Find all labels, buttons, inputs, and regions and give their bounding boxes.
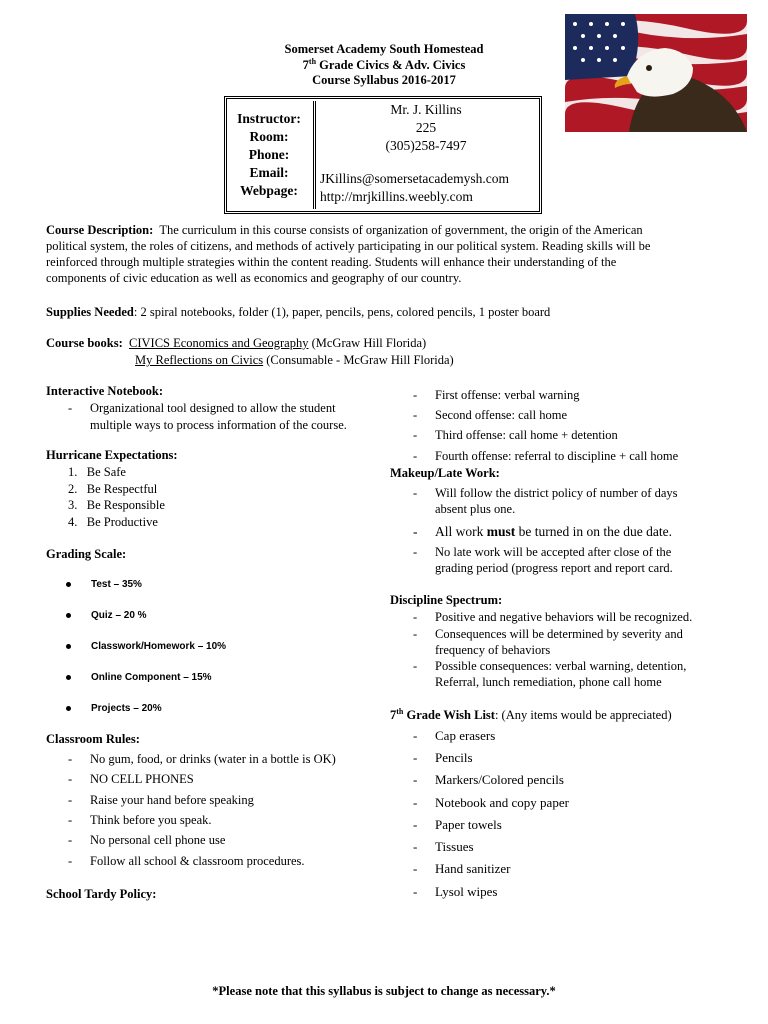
hurricane-item: 4. Be Productive	[68, 515, 158, 529]
phone-label: Phone:	[248, 147, 290, 162]
bullet-icon	[66, 582, 71, 587]
wishlist-item: - Notebook and copy paper	[435, 795, 569, 811]
discipline-item-3: - Possible consequences: verbal warning, detention,	[435, 659, 686, 674]
room-label: Room:	[249, 129, 289, 144]
discipline-item-2: - Consequences will be determined by severity and	[435, 627, 683, 642]
bullet-icon	[66, 644, 71, 649]
makeup-item-1-cont: absent plus one.	[435, 502, 516, 516]
bullet-icon	[66, 675, 71, 680]
notebook-item-line1: - Organizational tool designed to allow the student	[90, 401, 336, 416]
email-value[interactable]: JKillins@somersetacademysh.com	[320, 171, 510, 186]
wishlist-item: - Hand sanitizer	[435, 861, 510, 877]
course-description-label: Course Description:	[46, 223, 154, 237]
discipline-item-1: - Positive and negative behaviors will be recognized.	[435, 610, 692, 625]
flag-eagle-image	[565, 14, 747, 132]
rule-item: - NO CELL PHONES	[90, 772, 194, 787]
webpage-label: Webpage:	[240, 183, 298, 198]
course-title: 7th Grade Civics & Adv. Civics	[302, 57, 466, 73]
rule-item: - No personal cell phone use	[90, 833, 225, 848]
wishlist-item: - Pencils	[435, 750, 473, 766]
grading-item-test: Test – 35%	[91, 579, 142, 590]
rule-item: - Raise your hand before speaking	[90, 793, 254, 808]
hurricane-heading: Hurricane Expectations:	[46, 448, 178, 462]
wishlist-item: - Tissues	[435, 839, 474, 855]
bullet-icon	[66, 706, 71, 711]
phone-value: (305)258-7497	[385, 138, 467, 153]
email-label: Email:	[249, 165, 289, 180]
course-books: Course books: CIVICS Economics and Geography (McGraw Hill Florida)	[46, 336, 427, 350]
wishlist-item: - Cap erasers	[435, 728, 495, 744]
rule-item: - Think before you speak.	[90, 813, 212, 828]
makeup-item-3: - No late work will be accepted after close of the	[435, 545, 671, 560]
book1-title: CIVICS Economics and Geography	[129, 336, 309, 350]
rule-item: - Follow all school & classroom procedures.	[90, 854, 305, 869]
hurricane-item: 2. Be Respectful	[68, 482, 158, 496]
makeup-item-3-cont: grading period (progress report and report card.	[435, 561, 673, 575]
bullet-icon	[66, 613, 71, 618]
supplies-needed: Supplies Needed: 2 spiral notebooks, folder (1), paper, pencils, pens, colored pencils, 1 poster board	[46, 305, 551, 319]
hurricane-item: 1. Be Safe	[68, 465, 126, 479]
discipline-item-3-cont: Referral, lunch remediation, phone call home	[435, 675, 662, 689]
discipline-heading: Discipline Spectrum:	[390, 593, 503, 607]
offense-item: - Second offense: call home	[435, 408, 567, 423]
notebook-heading: Interactive Notebook:	[46, 384, 163, 398]
book2-title: My Reflections on Civics	[135, 353, 264, 367]
makeup-heading: Makeup/Late Work:	[390, 466, 500, 480]
hurricane-item: 3. Be Responsible	[68, 498, 165, 512]
wishlist-heading: 7th Grade Wish List: (Any items would be appreciated)	[390, 707, 672, 723]
notebook-item-line2: multiple ways to process information of the course.	[90, 418, 347, 432]
grading-item-projects: Projects – 20%	[91, 703, 162, 714]
webpage-link[interactable]: http://mrjkillins.weebly.com	[320, 189, 473, 204]
wishlist-item: - Paper towels	[435, 817, 502, 833]
grading-item-classwork: Classwork/Homework – 10%	[91, 641, 227, 652]
footer-note: *Please note that this syllabus is subject to change as necessary.*	[212, 984, 556, 998]
syllabus-title: Course Syllabus 2016-2017	[312, 73, 456, 87]
instructor-value: Mr. J. Killins	[390, 102, 462, 117]
course-description: Course Description: The curriculum in this course consists of organization of government, the origin of the American political system, the roles of citizens, and methods of actively participating in our political system. Reading skills will be reinforced through multiple strategies within the content reading. Students will enhance their understanding of the components of civic education as well as economics and geography of our country.	[46, 223, 651, 285]
makeup-item-2: - All work must be turned in on the due date.	[435, 524, 672, 540]
school-name: Somerset Academy South Homestead	[284, 42, 484, 56]
offense-item: - Third offense: call home + detention	[435, 428, 618, 443]
grading-item-online: Online Component – 15%	[91, 672, 212, 683]
rule-item: - No gum, food, or drinks (water in a bottle is OK)	[90, 752, 336, 767]
instructor-label: Instructor:	[237, 111, 301, 126]
makeup-item-1: - Will follow the district policy of number of days	[435, 486, 678, 501]
room-value: 225	[415, 120, 437, 135]
discipline-item-2-cont: frequency of behaviors	[435, 643, 551, 657]
tardy-heading: School Tardy Policy:	[46, 887, 157, 901]
offense-item: - First offense: verbal warning	[435, 388, 580, 403]
offense-item: - Fourth offense: referral to discipline + call home	[435, 449, 678, 464]
course-book-2: My Reflections on Civics (Consumable - McGraw Hill Florida)	[135, 353, 454, 367]
grading-item-quiz: Quiz – 20 %	[91, 610, 147, 621]
wishlist-item: - Markers/Colored pencils	[435, 772, 564, 788]
wishlist-item: - Lysol wipes	[435, 884, 497, 900]
rules-heading: Classroom Rules:	[46, 732, 140, 746]
grading-heading: Grading Scale:	[46, 547, 127, 561]
